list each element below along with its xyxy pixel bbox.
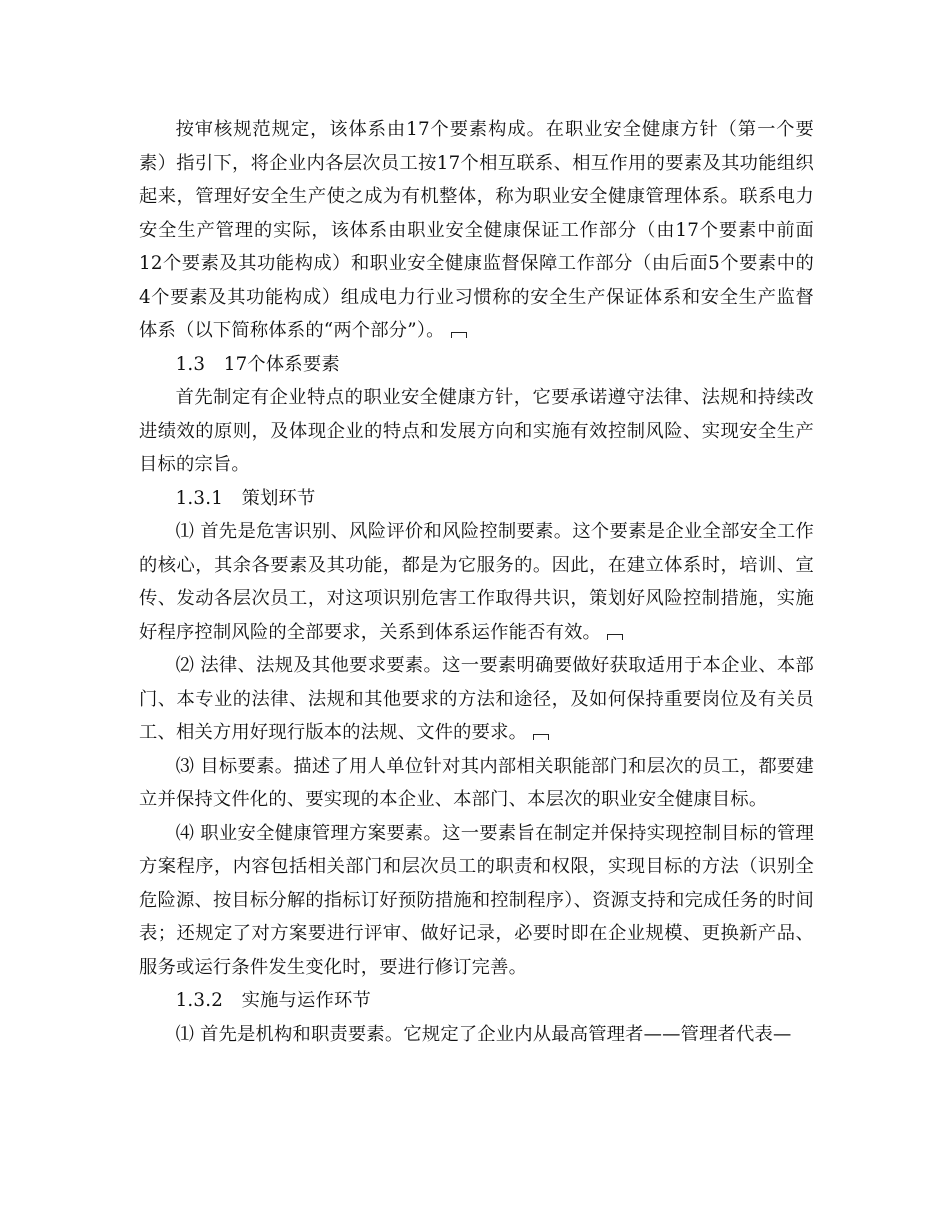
section-heading-1-3 bbox=[139, 348, 814, 382]
document-body bbox=[139, 113, 814, 1051]
paragraph-structure-responsibility bbox=[139, 1018, 814, 1052]
paragraph-hazard-identification bbox=[139, 515, 814, 649]
paragraph-system-elements bbox=[139, 113, 814, 348]
paragraph-text: ⑷ 职业安全健康管理方案要素。这一要素旨在制定并保持实现控制目标的管理方案程序，内容包括相关部门和层次员工的职责和权限，实现目标的方法（识别全危险源、按目标分解的指标订好预防措施和控制程序）、资源支持和完成任务的时间表；还规定了对方案要进行评审、做好记录，必要时即在企业规模、更换新产品、服务或运行条件发生变化时，要进行修订完善。 bbox=[139, 822, 814, 978]
paragraph-legal-requirements bbox=[139, 649, 814, 750]
paragraph-end-mark-icon bbox=[607, 634, 623, 640]
paragraph-objectives bbox=[139, 750, 814, 817]
paragraph-text: ⑵ 法律、法规及其他要求要素。这一要素明确要做好获取适用于本企业、本部门、本专业的法律、法规和其他要求的方法和途径，及如何保持重要岗位及有关员工、相关方用好现行版本的法规、文件的要求。 bbox=[139, 655, 814, 743]
paragraph-text: 按审核规范规定，该体系由17个要素构成。在职业安全健康方针（第一个要素）指引下，将企业内各层次员工按17个相互联系、相互作用的要素及其功能组织起来，管理好安全生产使之成为有机整体，称为职业安全健康管理体系。联系电力安全生产管理的实际，该体系由职业安全健康保证工作部分（由17个要素中前面12个要素及其功能构成）和职业安全健康监督保障工作部分（由后面5个要素中的4个要素及其功能构成）组成电力行业习惯称的安全生产保证体系和安全生产监督体系（以下简称体系的“两个部分”）。 bbox=[139, 119, 814, 341]
heading-text: 1.3 17个体系要素 bbox=[175, 353, 340, 375]
paragraph-policy bbox=[139, 381, 814, 482]
paragraph-text: ⑴ 首先是机构和职责要素。它规定了企业内从最高管理者——管理者代表— bbox=[175, 1023, 792, 1045]
paragraph-text: ⑶ 目标要素。描述了用人单位针对其内部相关职能部门和层次的员工，都要建立并保持文件化的、要实现的本企业、本部门、本层次的职业安全健康目标。 bbox=[139, 755, 814, 810]
paragraph-management-programme bbox=[139, 817, 814, 985]
paragraph-text: 首先制定有企业特点的职业安全健康方针，它要承诺遵守法律、法规和持续改进绩效的原则，及体现企业的特点和发展方向和实施有效控制风险、实现安全生产目标的宗旨。 bbox=[139, 387, 814, 475]
section-heading-1-3-2 bbox=[139, 984, 814, 1018]
section-heading-1-3-1 bbox=[139, 482, 814, 516]
paragraph-end-mark-icon bbox=[533, 734, 549, 740]
paragraph-end-mark-icon bbox=[451, 332, 467, 338]
heading-text: 1.3.1 策划环节 bbox=[175, 487, 316, 509]
paragraph-text: ⑴ 首先是危害识别、风险评价和风险控制要素。这个要素是企业全部安全工作的核心，其余各要素及其功能，都是为它服务的。因此，在建立体系时，培训、宣传、发动各层次员工，对这项识别危害工作取得共识，策划好风险控制措施，实施好程序控制风险的全部要求，关系到体系运作能否有效。 bbox=[139, 521, 814, 643]
heading-text: 1.3.2 实施与运作环节 bbox=[175, 990, 371, 1011]
